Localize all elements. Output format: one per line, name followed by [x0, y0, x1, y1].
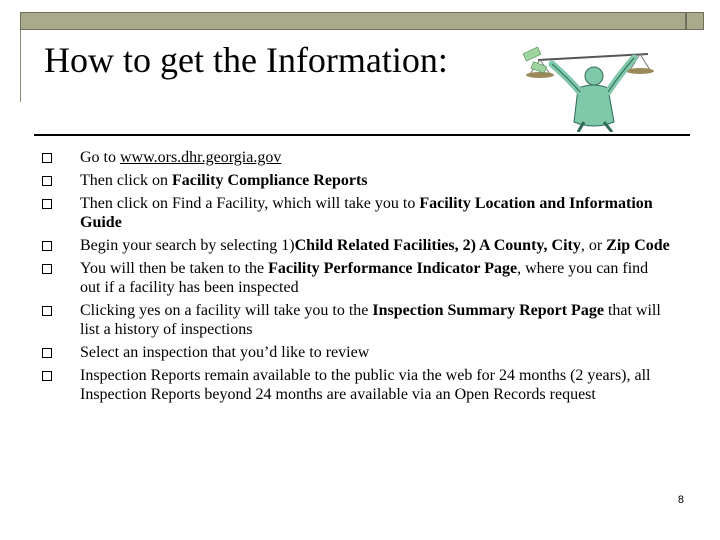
square-bullet-icon	[42, 371, 52, 381]
item-text: Go to	[80, 149, 120, 166]
item-text: You will then be taken to the	[80, 260, 269, 277]
instruction-list	[40, 148, 670, 408]
bold-text: Child Related Facilities, 2) A County,	[294, 237, 548, 254]
justice-scales-figure-icon	[508, 42, 658, 132]
item-text: , where you can find out if a facility has been inspected	[80, 260, 649, 296]
item-text: Begin your search by selecting 1)	[80, 237, 295, 254]
item-text: , or	[580, 237, 607, 254]
list-item	[40, 236, 670, 255]
list-item	[40, 148, 670, 167]
bold-text: Facility Performance Indicator Page	[268, 260, 518, 277]
square-bullet-icon	[42, 199, 52, 209]
list-item	[40, 259, 670, 297]
list-item	[40, 171, 670, 190]
bold-text: Inspection Summary Report Page	[372, 302, 604, 319]
square-bullet-icon	[42, 348, 52, 358]
header-corner-box	[686, 12, 704, 30]
item-text: Then click on Find a Facility, which will take you to	[80, 195, 420, 212]
item-text: Select an inspection that you’d like to review	[80, 344, 370, 361]
square-bullet-icon	[42, 153, 52, 163]
header-bar	[20, 12, 686, 30]
list-item	[40, 343, 670, 362]
bold-text: Facility Location and Information Guide	[80, 195, 653, 231]
square-bullet-icon	[42, 264, 52, 274]
list-item	[40, 301, 670, 339]
page-number: 8	[677, 494, 684, 506]
square-bullet-icon	[42, 241, 52, 251]
list-item	[40, 194, 670, 232]
item-text: that will list a history of inspections	[80, 302, 661, 338]
bold-text: Facility Compliance Reports	[171, 172, 368, 189]
website-link[interactable]: www.ors.dhr.georgia.gov	[120, 149, 282, 166]
slide-title: How to get the Information:	[44, 40, 448, 80]
bold-text: Zip Code	[606, 237, 670, 254]
item-text: Inspection Reports remain available to the public via the web for 24 months (2 years), all Inspection Reports beyond 24 months are available via an Open Records request	[80, 367, 651, 403]
item-text: Clicking yes on a facility will take you to the	[80, 302, 373, 319]
square-bullet-icon	[42, 306, 52, 316]
title-divider	[34, 134, 690, 136]
square-bullet-icon	[42, 176, 52, 186]
left-accent-line	[20, 30, 21, 102]
bold-text: City	[551, 237, 581, 254]
item-text: Then click on	[80, 172, 172, 189]
list-item	[40, 366, 670, 404]
